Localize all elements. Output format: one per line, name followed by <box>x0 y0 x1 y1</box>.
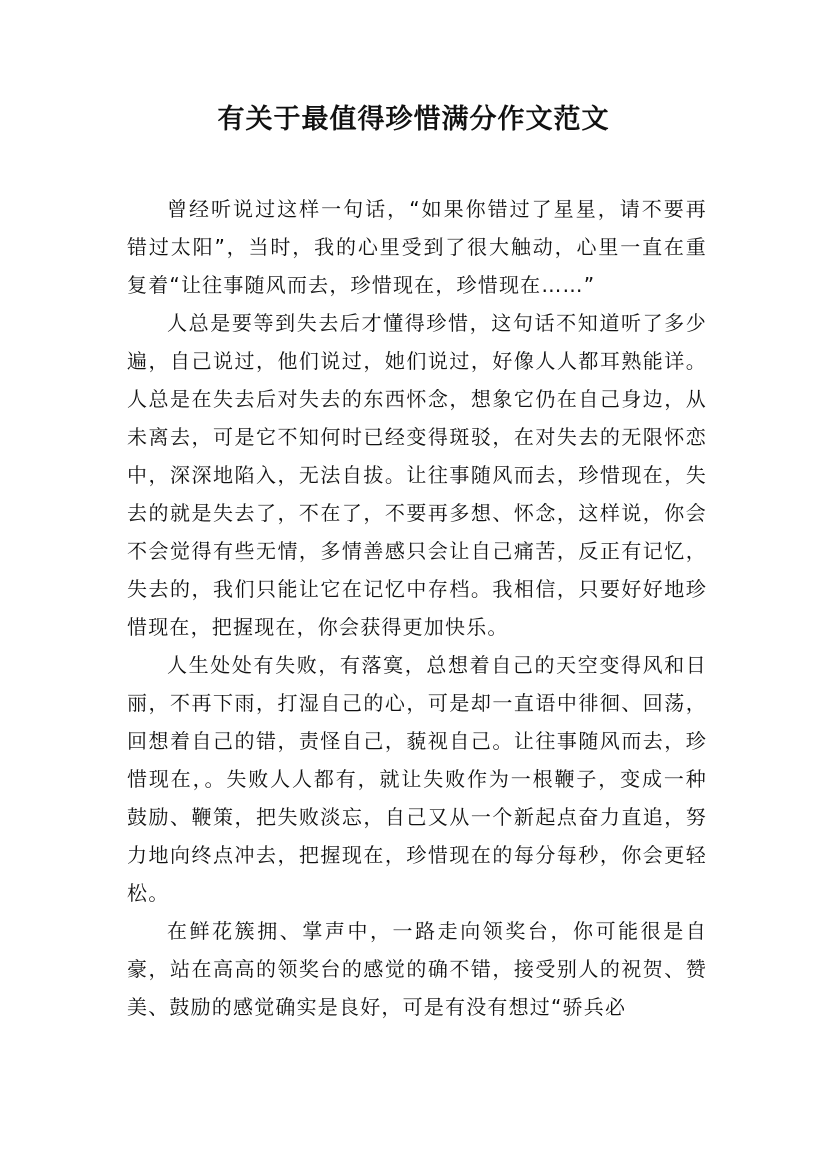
document-body <box>127 190 707 1026</box>
paragraph-1: 曾经听说过这样一句话，“如果你错过了星星，请不要再错过太阳”，当时，我的心里受到了很大触动，心里一直在重复着“让往事随风而去，珍惜现在，珍惜现在……” <box>127 197 707 297</box>
document-title: 有关于最值得珍惜满分作文范文 <box>217 104 610 135</box>
paragraph-2: 人总是要等到失去后才懂得珍惜，这句话不知道听了多少遍，自己说过，他们说过，她们说过，好像人人都耳熟能详。人总是在失去后对失去的东西怀念，想象它仍在自己身边，从未离去，可是它不知何时已经变得斑驳，在对失去的无限怀恋中，深深地陷入，无法自拔。让往事随风而去，珍惜现在，失去的就是失去了，不在了，不要再多想、怀念，这样说，你会不会觉得有些无情，多情善感只会让自己痛苦，反正有记忆，失去的，我们只能让它在记忆中存档。我相信，只要好好地珍惜现在，把握现在，你会获得更加快乐。 <box>127 311 707 639</box>
paragraph-3: 人生处处有失败，有落寞，总想着自己的天空变得风和日丽，不再下雨，打湿自己的心，可是却一直语中徘徊、回荡，回想着自己的错，责怪自己，藐视自己。让往事随风而去，珍惜现在，。失败人人都有，就让失败作为一根鞭子，变成一种鼓励、鞭策，把失败淡忘，自己又从一个新起点奋力直追，努力地向终点冲去，把握现在，珍惜现在的每分每秒，你会更轻松。 <box>127 653 707 905</box>
paragraph-4: 在鲜花簇拥、掌声中，一路走向领奖台，你可能很是自豪，站在高高的领奖台的感觉的确不错，接受别人的祝贺、赞美、鼓励的感觉确实是良好，可是有没有想过“骄兵必 <box>127 919 707 1019</box>
